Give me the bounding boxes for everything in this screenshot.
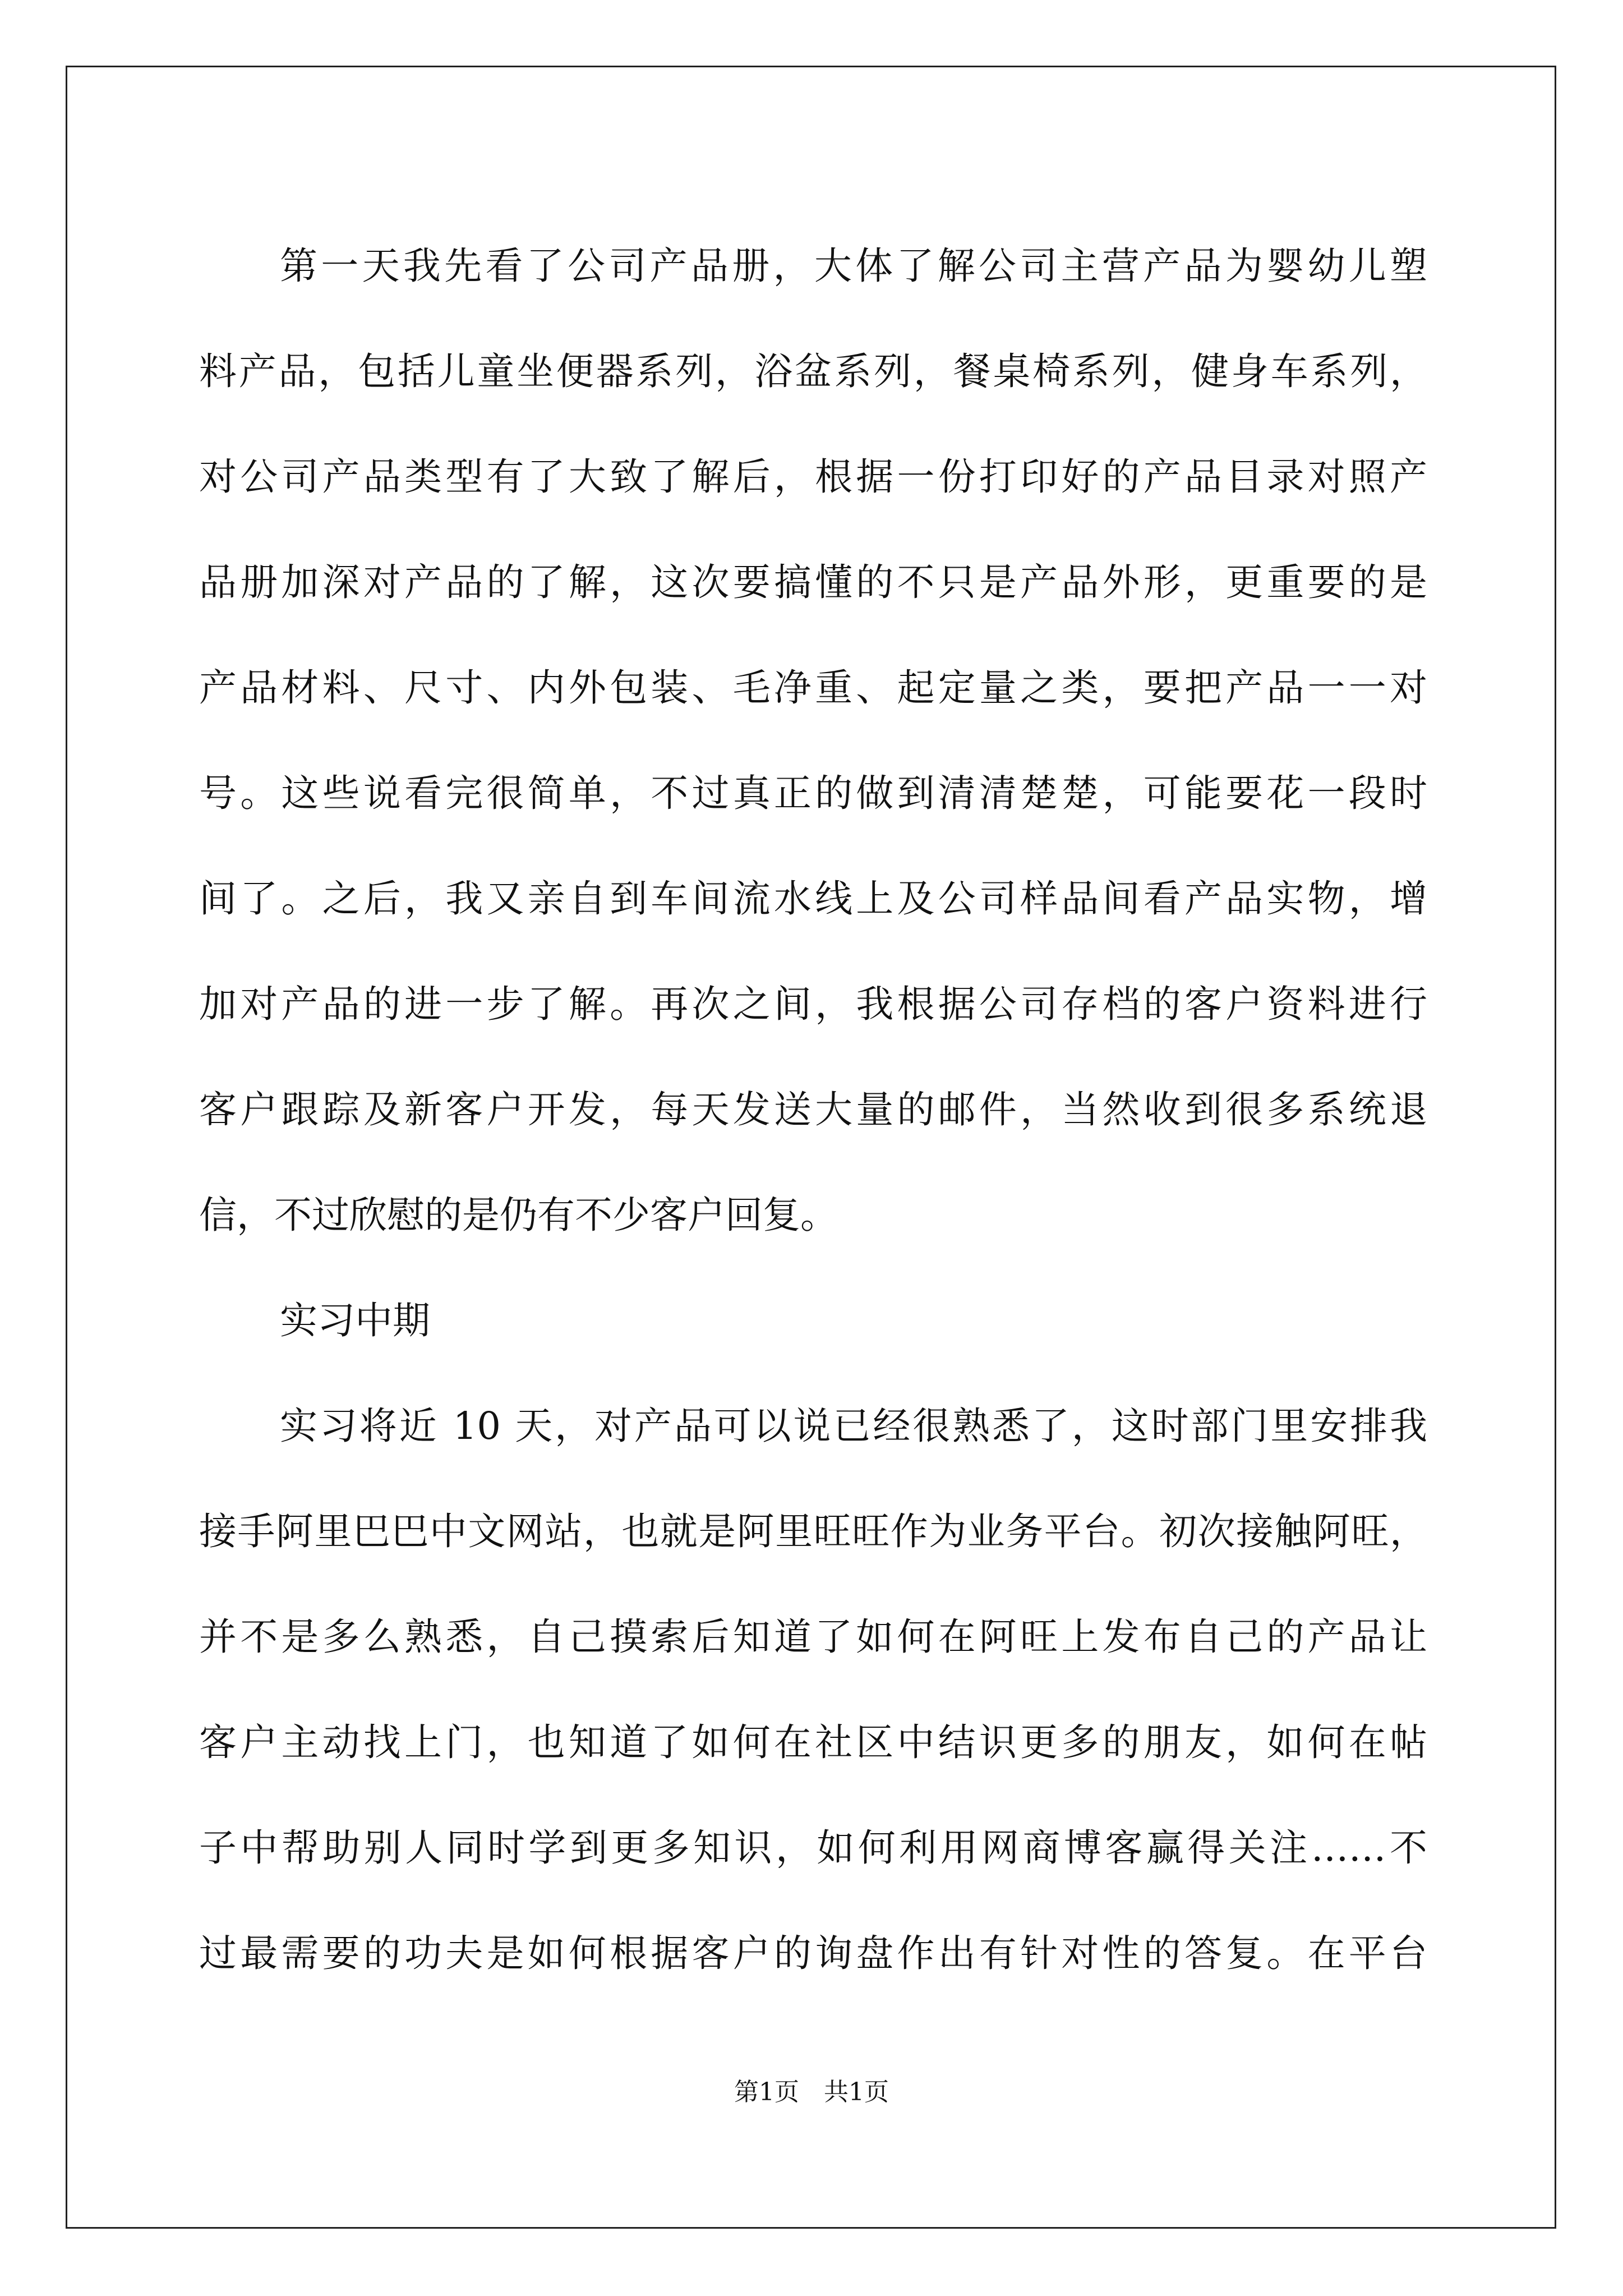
- paragraph-line: 接手阿里巴巴中文网站，也就是阿里旺旺作为业务平台。初次接触阿旺，: [199, 1510, 1427, 1553]
- paragraph-line: 客户主动找上门，也知道了如何在社区中结识更多的朋友，如何在帖: [199, 1720, 1427, 1764]
- paragraph-line: 间了。之后，我又亲自到车间流水线上及公司样品间看产品实物，增: [199, 877, 1427, 921]
- paragraph-line: 产品材料、尺寸、内外包装、毛净重、起定量之类，要把产品一一对: [199, 666, 1427, 710]
- paragraph-line: 并不是多么熟悉，自己摸索后知道了如何在阿旺上发布自己的产品让: [199, 1615, 1427, 1659]
- paragraph-line: 号。这些说看完很简单，不过真正的做到清清楚楚，可能要花一段时: [199, 771, 1427, 815]
- page-footer: 第1页 共1页: [734, 2078, 889, 2106]
- paragraph-line: 品册加深对产品的了解，这次要搞懂的不只是产品外形，更重要的是: [199, 560, 1427, 604]
- paragraph-line: 客户跟踪及新客户开发，每天发送大量的邮件，当然收到很多系统退: [199, 1088, 1427, 1131]
- paragraph-line: 子中帮助别人同时学到更多知识，如何利用网商博客赢得关注……不: [199, 1826, 1427, 1870]
- document-body: [199, 213, 1427, 2006]
- paragraph-line: 第一天我先看了公司产品册，大体了解公司主营产品为婴幼儿塑: [280, 244, 1427, 288]
- paragraph-line: 实习将近 10 天，对产品可以说已经很熟悉了，这时部门里安排我: [280, 1404, 1427, 1448]
- paragraph-line: 对公司产品类型有了大致了解后，根据一份打印好的产品目录对照产: [199, 455, 1427, 499]
- paragraph-line: 加对产品的进一步了解。再次之间，我根据公司存档的客户资料进行: [199, 982, 1427, 1026]
- paragraph-line: 过最需要的功夫是如何根据客户的询盘作出有针对性的答复。在平台: [199, 1931, 1427, 1975]
- paragraph-line: 信，不过欣慰的是仍有不少客户回复。: [199, 1193, 838, 1237]
- section-heading: 实习中期: [280, 1299, 430, 1342]
- paragraph-line: 料产品，包括儿童坐便器系列，浴盆系列，餐桌椅系列，健身车系列，: [199, 349, 1427, 393]
